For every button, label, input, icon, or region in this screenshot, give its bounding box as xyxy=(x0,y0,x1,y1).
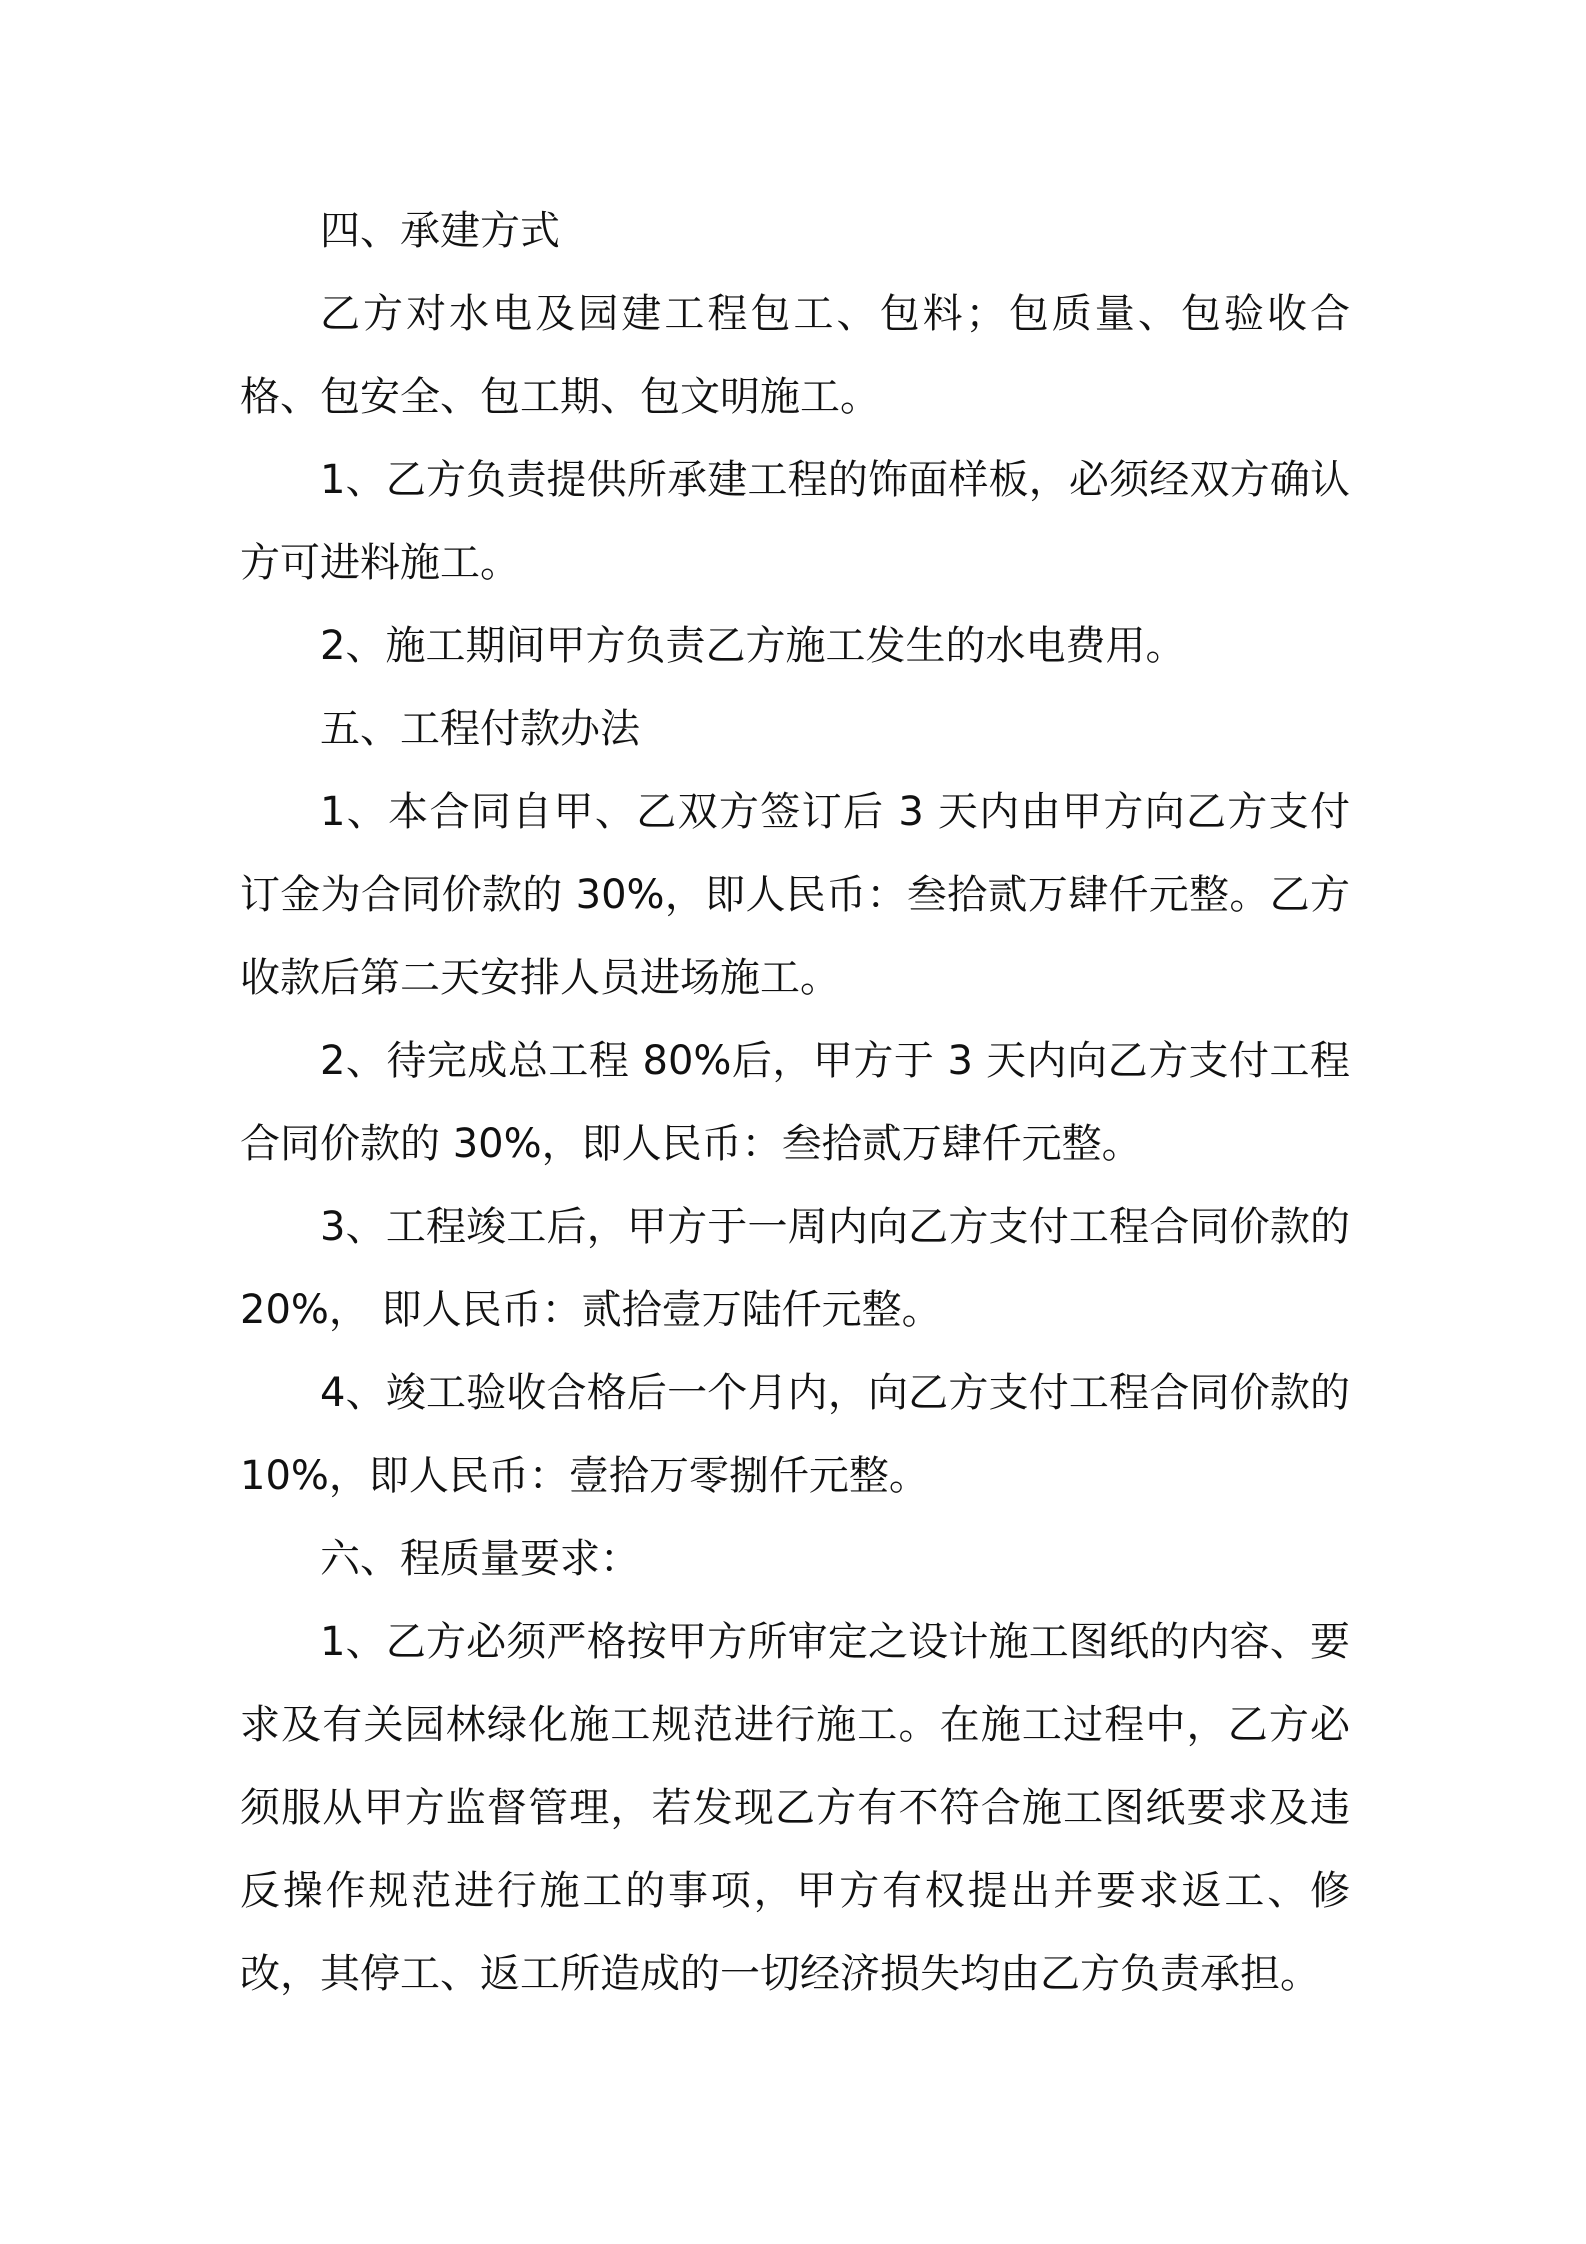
section-heading-payment-method: 五、工程付款办法 xyxy=(320,706,640,752)
paragraph-payment-3: 3、工程竣工后，甲方于一周内向乙方支付工程合同价款的 20%， 即人民币：贰拾壹万陆仟元整。 xyxy=(240,1204,1350,1333)
paragraph-payment-1: 1、本合同自甲、乙双方签订后 3 天内由甲方向乙方支付订金为合同价款的 30%，即人民币：叁拾贰万肆仟元整。乙方收款后第二天安排人员进场施工。 xyxy=(240,789,1350,1001)
section-heading-quality-requirements: 六、程质量要求： xyxy=(320,1536,640,1582)
section-heading-construction-method: 四、承建方式 xyxy=(320,208,560,254)
paragraph-item-1-sample: 1、乙方负责提供所承建工程的饰面样板，必须经双方确认方可进料施工。 xyxy=(240,457,1350,586)
paragraph-payment-4: 4、竣工验收合格后一个月内，向乙方支付工程合同价款的 10%，即人民币：壹拾万零捌仟元整。 xyxy=(240,1370,1350,1499)
paragraph-payment-2: 2、待完成总工程 80%后，甲方于 3 天内向乙方支付工程合同价款的 30%，即人民币：叁拾贰万肆仟元整。 xyxy=(240,1038,1350,1167)
paragraph-contract-scope: 乙方对水电及园建工程包工、包料；包质量、包验收合格、包安全、包工期、包文明施工。 xyxy=(240,291,1350,420)
paragraph-quality-1: 1、乙方必须严格按甲方所审定之设计施工图纸的内容、要求及有关园林绿化施工规范进行施工。在施工过程中，乙方必须服从甲方监督管理，若发现乙方有不符合施工图纸要求及违反操作规范进行施工的事项，甲方有权提出并要求返工、修改，其停工、返工所造成的一切经济损失均由乙方负责承担。 xyxy=(240,1619,1350,1997)
document-body xyxy=(240,190,1350,2016)
paragraph-item-2-utilities: 2、施工期间甲方负责乙方施工发生的水电费用。 xyxy=(320,623,1186,669)
